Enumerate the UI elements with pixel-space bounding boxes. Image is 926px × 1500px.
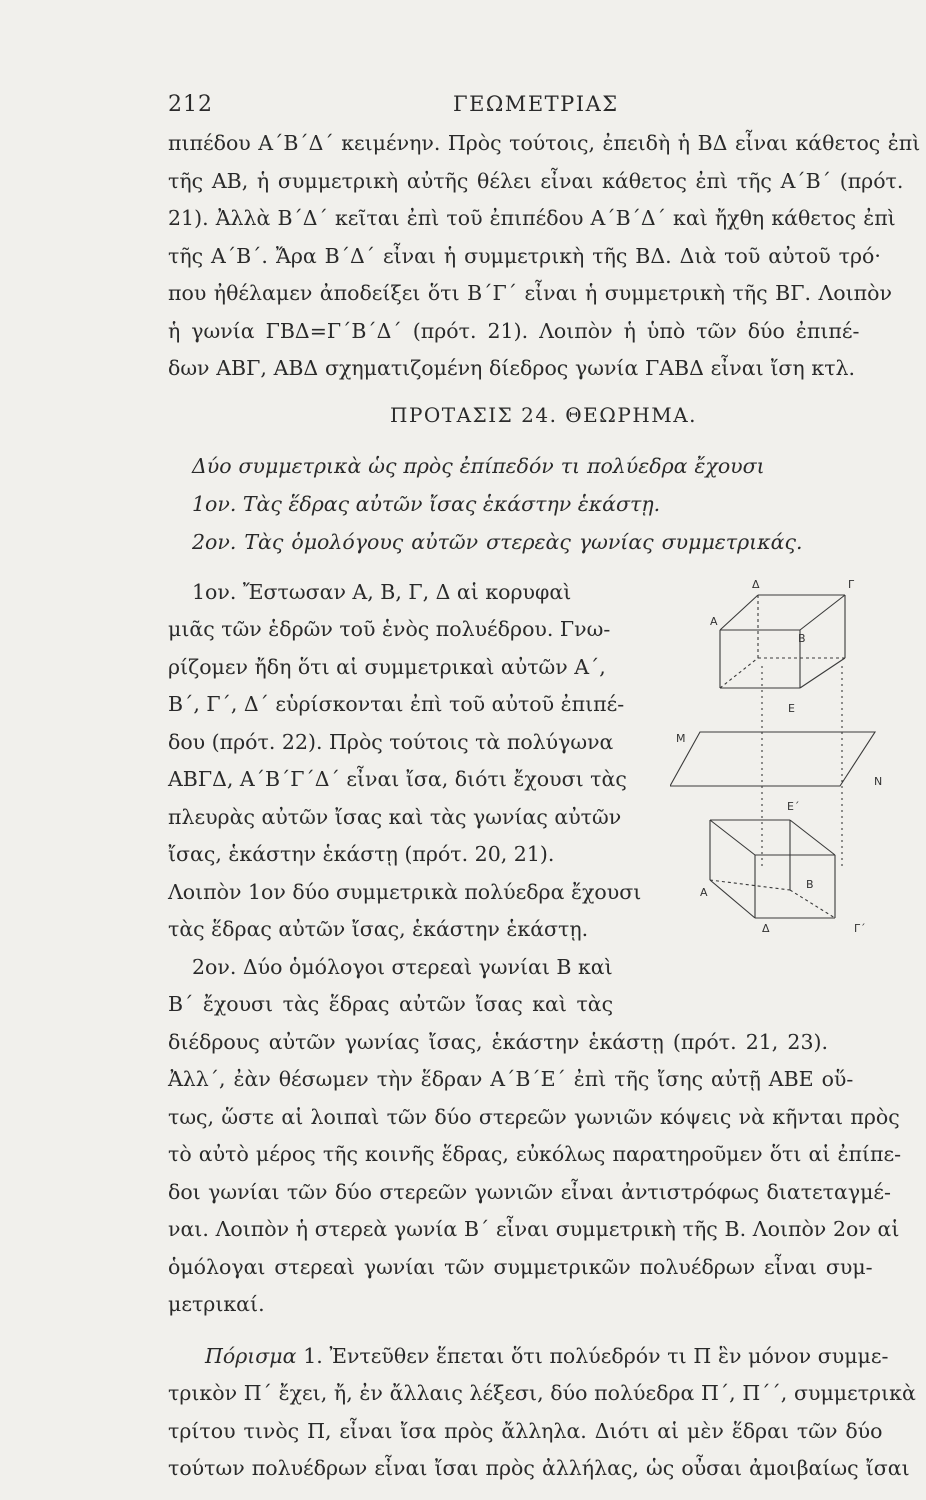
label-alpha: Α bbox=[710, 615, 718, 628]
edge bbox=[800, 595, 845, 630]
proof-line: τως, ὥστε αἱ λοιπαὶ τῶν δύο στερεῶν γωνιῶν κόψεις νὰ κῆνται πρὸς bbox=[168, 1105, 900, 1129]
label-m: Μ bbox=[676, 732, 686, 745]
label-delta-prime: Δ bbox=[762, 922, 770, 935]
proof-line: δου (πρότ. 22). Πρὸς τούτοις τὰ πολύγωνα bbox=[168, 730, 614, 754]
proof-line: πλευρὰς αὐτῶν ἴσας καὶ τὰς γωνίας αὐτῶν bbox=[168, 805, 622, 829]
text-line: που ἠθέλαμεν ἀποδείξει ὅτι Β΄Γ΄ εἶναι ἡ συμμετρικὴ τῆς ΒΓ. Λοιπὸν bbox=[168, 281, 892, 305]
proof-line: ἴσας, ἑκάστην ἑκάστῃ (πρότ. 20, 21). bbox=[168, 842, 555, 866]
porism-line bbox=[205, 1346, 888, 1367]
edge bbox=[710, 820, 755, 855]
proposition-title: ΠΡΟΤΑΣΙΣ 24. ΘΕΩΡΗΜΑ. bbox=[390, 403, 698, 427]
porism-line: τρικὸν Π΄ ἔχει, ἤ, ἐν ἄλλαις λέξεσι, δύο πολύεδρα Π΄, Π΄΄, συμμετρικὰ bbox=[168, 1381, 916, 1405]
proof-line: 2ον. Δύο ὁμόλογοι στερεαὶ γωνίαι Β καὶ bbox=[192, 955, 613, 979]
hidden-edge bbox=[710, 880, 790, 890]
edge bbox=[710, 880, 755, 918]
label-beta: Β bbox=[798, 632, 806, 645]
symmetry-plane bbox=[670, 732, 875, 786]
proof-line: τὰς ἕδρας αὐτῶν ἴσας, ἑκάστην ἑκάστῃ. bbox=[168, 917, 589, 941]
polyhedra-figure bbox=[670, 570, 906, 940]
edge bbox=[720, 595, 758, 630]
proof-line: Β΄, Γ΄, Δ΄ εὑρίσκονται ἐπὶ τοῦ αὐτοῦ ἐπιπέ- bbox=[168, 692, 625, 716]
proof-line: ΑΒΓΔ, Α΄Β΄Γ΄Δ΄ εἶναι ἴσα, διότι ἔχουσι τὰς bbox=[168, 767, 627, 791]
page-number: 212 bbox=[168, 92, 213, 117]
figure-svg bbox=[670, 570, 906, 940]
label-gamma-prime: Γ΄ bbox=[854, 922, 866, 935]
porism-line: τρίτου τινὸς Π, εἶναι ἴσα πρὸς ἄλληλα. Διότι αἱ μὲν ἕδραι τῶν δύο bbox=[168, 1419, 883, 1443]
text-line: τῆς ΑΒ, ἡ συμμετρικὴ αὐτῆς θέλει εἶναι κάθετος ἐπὶ τῆς Α΄Β΄ (πρότ. bbox=[168, 169, 904, 193]
edge bbox=[790, 820, 835, 855]
proof-line: μιᾶς τῶν ἑδρῶν τοῦ ἑνὸς πολυέδρου. Γνω- bbox=[168, 617, 611, 641]
label-epsilon-prime: Ε΄ bbox=[787, 800, 800, 813]
statement-line: Δύο συμμετρικὰ ὡς πρὸς ἐπίπεδόν τι πολύεδρα ἔχουσι bbox=[192, 454, 765, 478]
porism-rest: 1. Ἐντεῦθεν ἕπεται ὅτι πολύεδρόν τι Π ἓν μόνον συμμε- bbox=[303, 1344, 889, 1368]
proof-line: Λοιπὸν 1ον δύο συμμετρικὰ πολύεδρα ἔχουσι bbox=[168, 880, 642, 904]
proof-line: διέδρους αὐτῶν γωνίας ἴσας, ἑκάστην ἑκάστῃ (πρότ. 21, 23). bbox=[168, 1030, 829, 1054]
proof-line: Β΄ ἔχουσι τὰς ἕδρας αὐτῶν ἴσας καὶ τὰς bbox=[168, 992, 614, 1016]
page-header bbox=[168, 92, 908, 122]
edge bbox=[800, 658, 845, 688]
hidden-edge bbox=[790, 890, 835, 918]
text-line: τῆς Α΄Β΄. Ἄρα Β΄Δ΄ εἶναι ἡ συμμετρικὴ τῆς ΒΔ. Διὰ τοῦ αὐτοῦ τρό· bbox=[168, 244, 881, 268]
label-beta-prime: Β bbox=[806, 878, 814, 891]
proof-line: Ἀλλ΄, ἐὰν θέσωμεν τὴν ἕδραν Α΄Β΄Ε΄ ἐπὶ τῆς ἴσης αὐτῇ ΑΒΕ οὕ- bbox=[168, 1067, 854, 1091]
label-n: Ν bbox=[874, 775, 883, 788]
text-line: δων ΑΒΓ, ΑΒΔ σχηματιζομένη δίεδρος γωνία ΓΑΒΔ εἶναι ἴση κτλ. bbox=[168, 356, 856, 380]
proof-line: δοι γωνίαι τῶν δύο στερεῶν γωνιῶν εἶναι ἀντιστρόφως διατεταγμέ- bbox=[168, 1180, 891, 1204]
text-line: 21). Ἀλλὰ Β΄Δ΄ κεῖται ἐπὶ τοῦ ἐπιπέδου Α΄Β΄Δ΄ καὶ ἤχθη κάθετος ἐπὶ bbox=[168, 206, 896, 230]
label-delta: Δ bbox=[752, 578, 760, 591]
label-epsilon: Ε bbox=[788, 702, 795, 715]
running-title: ΓΕΩΜΕΤΡΙΑΣ bbox=[453, 92, 619, 116]
hidden-edge bbox=[720, 658, 758, 688]
statement-line: 1ον. Τὰς ἕδρας αὐτῶν ἴσας ἑκάστην ἑκάστῃ. bbox=[192, 492, 661, 516]
text-line: πιπέδου Α΄Β΄Δ΄ κειμένην. Πρὸς τούτοις, ἐπειδὴ ἡ ΒΔ εἶναι κάθετος ἐπὶ bbox=[168, 131, 921, 155]
porism-title: Πόρισμα bbox=[205, 1344, 297, 1368]
label-alpha-prime: Α bbox=[700, 886, 708, 899]
proof-line: ρίζομεν ἤδη ὅτι αἱ συμμετρικαὶ αὐτῶν Α΄, bbox=[168, 655, 606, 679]
proof-line: ὁμόλογαι στερεαὶ γωνίαι τῶν συμμετρικῶν πολυέδρων εἶναι συμ- bbox=[168, 1255, 873, 1279]
statement-line: 2ον. Τὰς ὁμολόγους αὐτῶν στερεὰς γωνίας συμμετρικάς. bbox=[192, 530, 803, 554]
proof-line: τὸ αὐτὸ μέρος τῆς κοινῆς ἕδρας, εὐκόλως παρατηροῦμεν ὅτι αἱ ἐπίπε- bbox=[168, 1142, 902, 1166]
proof-line: ναι. Λοιπὸν ἡ στερεὰ γωνία Β΄ εἶναι συμμετρικὴ τῆς Β. Λοιπὸν 2ον αἱ bbox=[168, 1217, 900, 1241]
proof-line: μετρικαί. bbox=[168, 1292, 265, 1316]
proof-line: 1ον. Ἔστωσαν Α, Β, Γ, Δ αἱ κορυφαὶ bbox=[192, 580, 572, 604]
label-gamma: Γ bbox=[848, 578, 855, 591]
text-line: ἡ γωνία ΓΒΔ=Γ΄Β΄Δ΄ (πρότ. 21). Λοιπὸν ἡ ὑπὸ τῶν δύο ἐπιπέ- bbox=[168, 319, 860, 343]
porism-line: τούτων πολυέδρων εἶναι ἴσαι πρὸς ἀλλήλας, ὡς οὖσαι ἀμοιβαίως ἴσαι bbox=[168, 1456, 910, 1480]
